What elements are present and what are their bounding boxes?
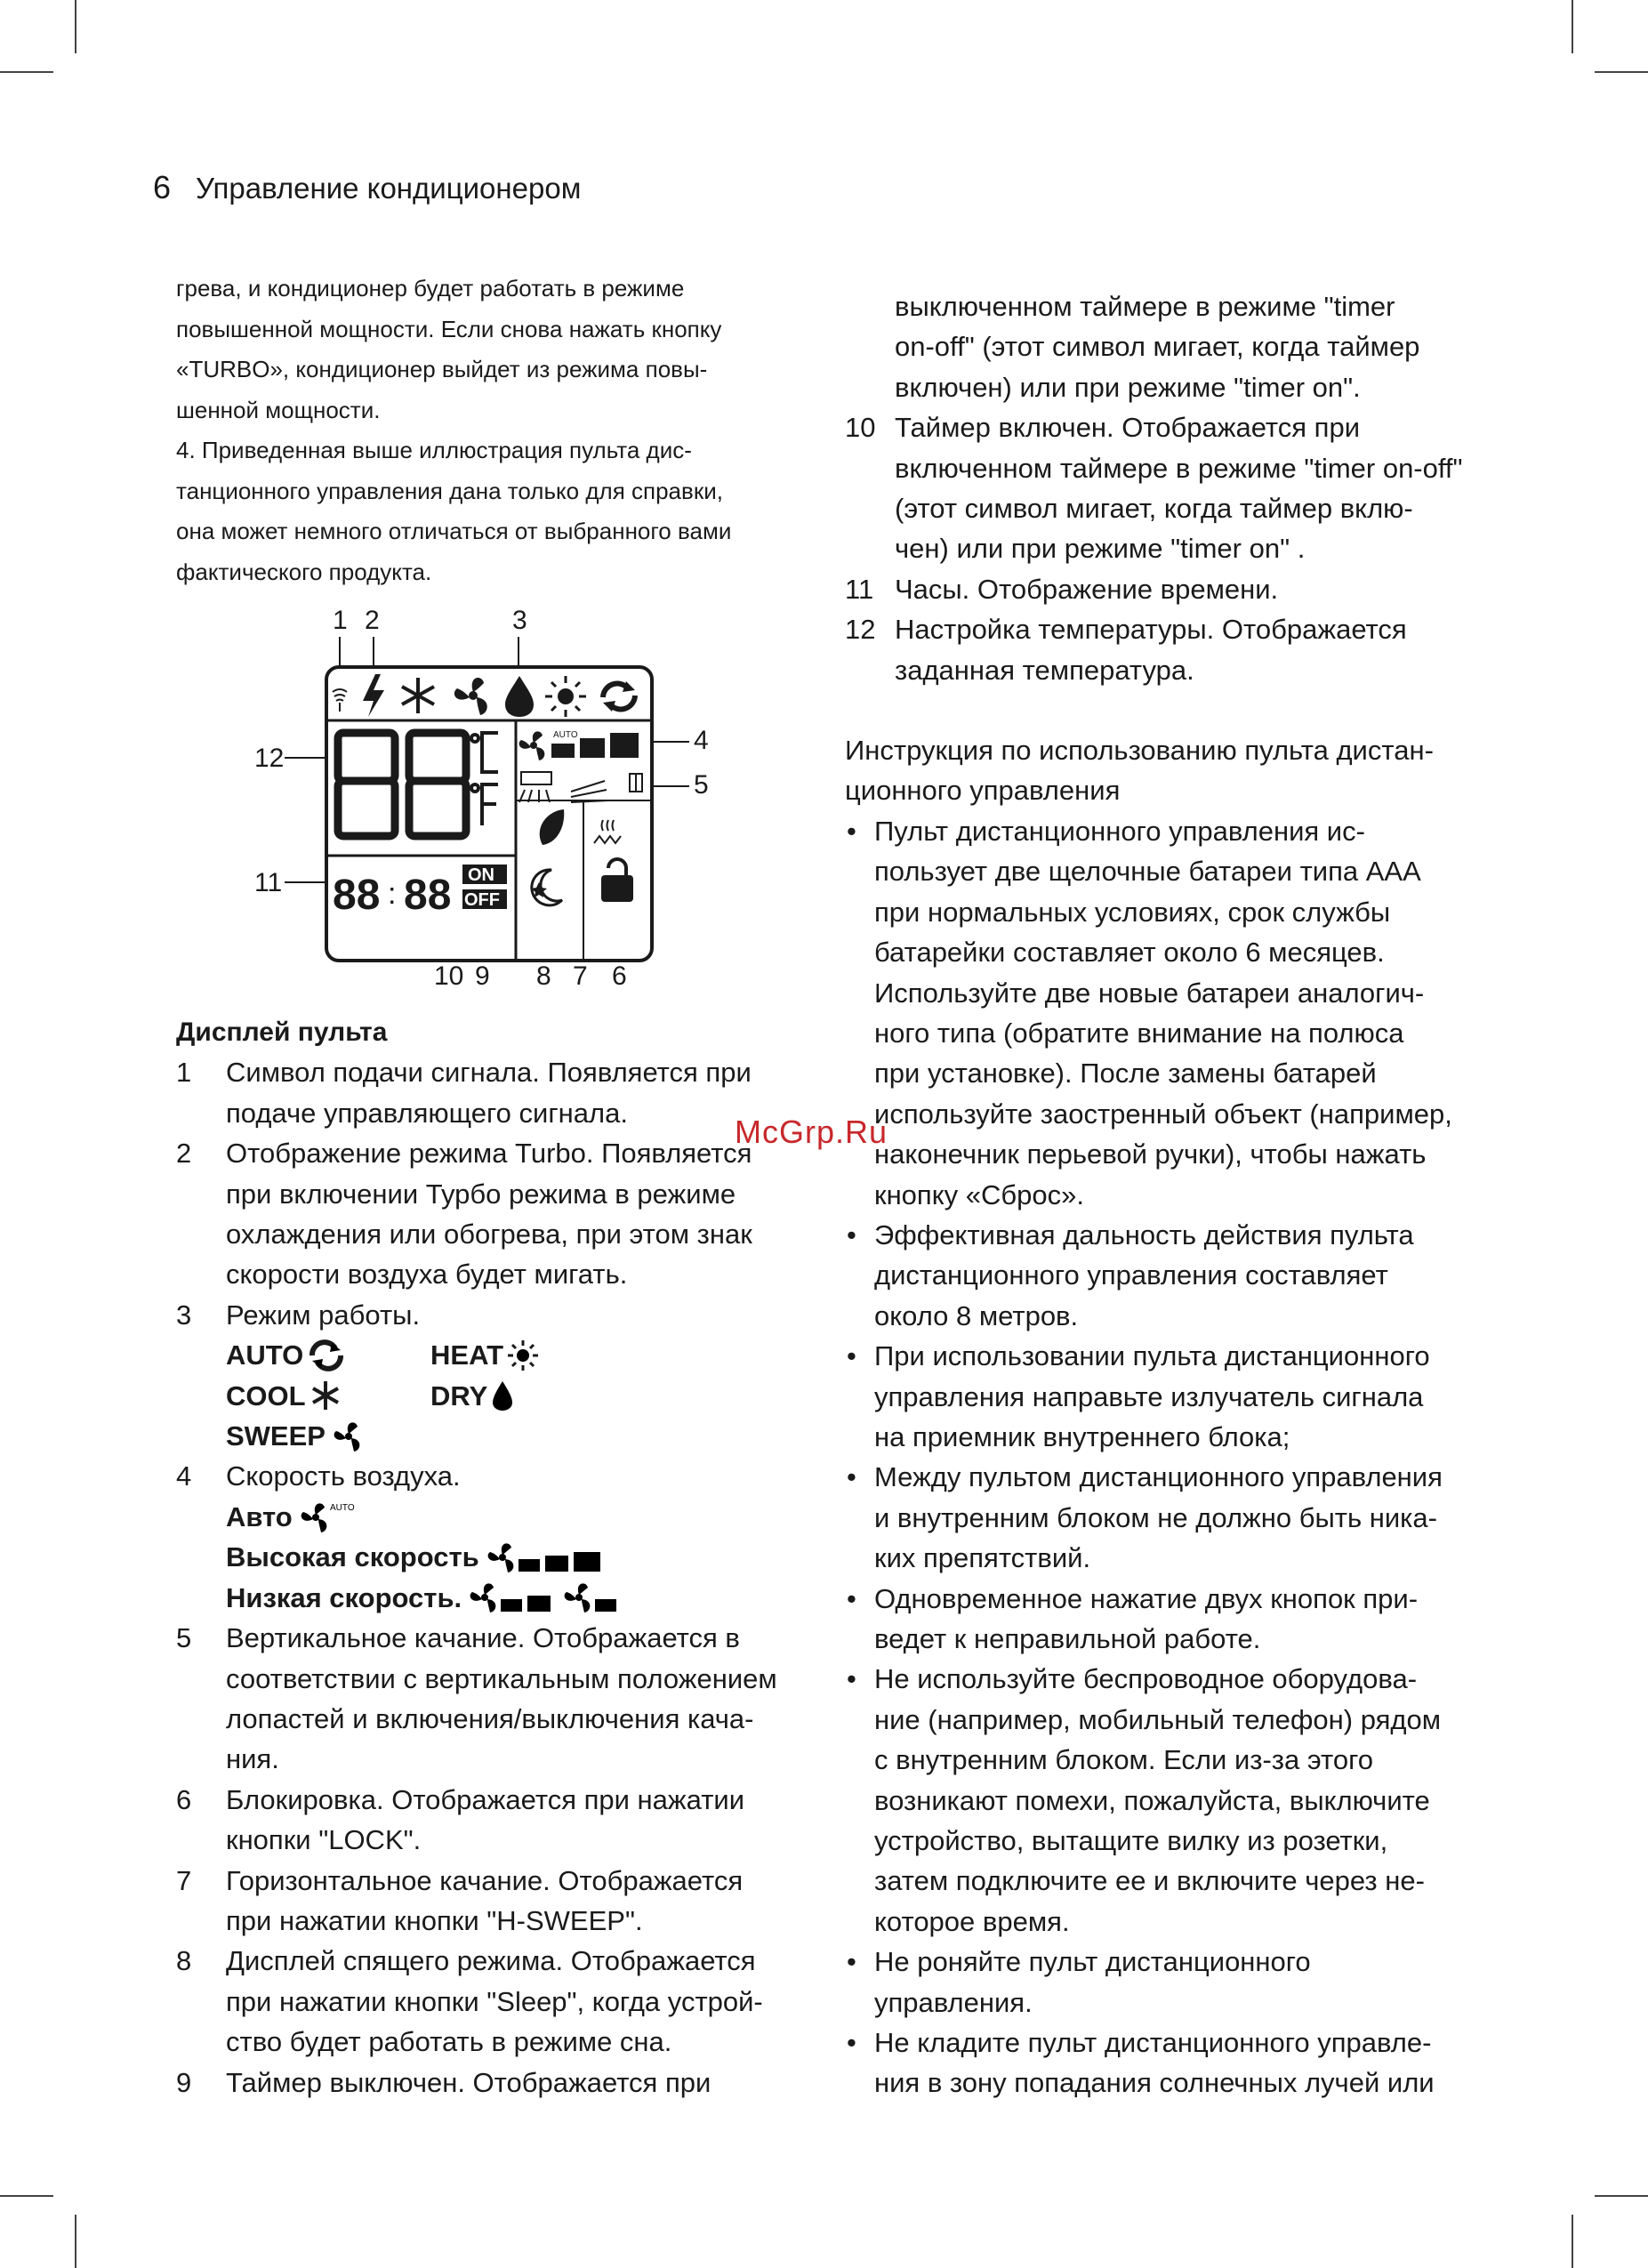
bullet-item: • Не используйте беспроводное оборудова- ние (например, мобильный телефон) рядом с внутренним блоком. Если из-за этого возникают помехи, пожалуйста, выключите устройство, вытащите вилку из розетки, затем подключите ее и включите через не- которое время.: [847, 1663, 1442, 1937]
page-header: [153, 169, 581, 206]
list-item: выключенном таймере в режиме "timer on-off" (этот символ мигает, когда таймер включен) или при режиме "timer on".: [895, 291, 1420, 403]
crop-mark: [0, 2195, 53, 2197]
list-item: 8 Дисплей спящего режима. Отображается при нажатии кнопки "Sleep", когда устрой- ство будет работать в режиме сна.: [176, 1945, 763, 2058]
callout-10: 10: [434, 961, 464, 991]
speed-auto: Авто AUTO: [226, 1497, 799, 1537]
fan-high-icon: [483, 1540, 607, 1575]
text-line: 4. Приведенная выше иллюстрация пульта дис-: [176, 437, 692, 463]
fan-auto-icon: [296, 1500, 367, 1535]
mode-auto: AUTO: [226, 1335, 430, 1375]
list-item: 1 Символ подачи сигнала. Появляется при подаче управляющего сигнала.: [176, 1057, 752, 1129]
crop-mark: [1595, 71, 1648, 73]
bullet-item: • Пульт дистанционного управления ис- пользует две щелочные батареи типа AAA при нормальных условиях, срок службы батарейки составляет около 6 месяцев. Используйте две новые батареи аналогич- ного типа (обратите внимание на полюса при установке). После замены батарей используйте заостренный объект (например, наконечник перьевой ручки), чтобы нажать кнопку «Сброс».: [847, 815, 1452, 1210]
list-item: 10 Таймер включен. Отображается при включенном таймере в режиме "timer on-off" (этот символ мигает, когда таймер вклю- чен) или при режиме "timer on" .: [845, 412, 1463, 565]
callout-8: 8: [536, 961, 551, 991]
bullet-item: • При использовании пульта дистанционного управления направьте излучатель сигнала на приемник внутреннего блока;: [847, 1340, 1430, 1452]
page-title: Управление кондиционером: [196, 172, 582, 205]
callout-4: 4: [694, 726, 709, 755]
crop-mark: [75, 0, 76, 53]
text-line: танционного управления дана только для справки,: [176, 477, 723, 504]
list-item: 11 Часы. Отображение времени.: [845, 573, 1279, 605]
lcd-auto-tag: AUTO: [553, 730, 578, 740]
lcd-clock-left: 88: [333, 872, 381, 919]
callout-3: 3: [512, 606, 527, 635]
speed-list: [176, 1497, 799, 1618]
mode-list: [176, 1335, 799, 1456]
list-item: 12 Настройка температуры. Отображается заданная температура.: [845, 614, 1407, 686]
crop-mark: [75, 2215, 76, 2268]
text-line: шенной мощности.: [176, 396, 381, 423]
svg-text::: :: [388, 877, 397, 911]
text-line: она может немного отличаться от выбранного вами: [176, 518, 732, 544]
speed-high: Высокая скорость: [226, 1537, 799, 1577]
watermark: McGrp.Ru: [735, 1114, 888, 1150]
list-item: 7 Горизонтальное качание. Отображается при нажатии кнопки "H-SWEEP".: [176, 1864, 744, 1936]
right-column: [845, 286, 1485, 2103]
mode-cool: COOL: [226, 1376, 430, 1416]
text-line: «TURBO», кондиционер выйдет из режима повы-: [176, 356, 708, 382]
list-item: 3 Режим работы.: [176, 1299, 421, 1331]
crop-mark: [1572, 0, 1573, 53]
crop-mark: [1595, 2195, 1648, 2197]
page-number: 6: [153, 169, 172, 205]
text-line: фактического продукта.: [176, 558, 432, 585]
section-heading: Дисплей пульта: [176, 1017, 388, 1047]
callout-7: 7: [573, 961, 588, 991]
fan-low-icon: [465, 1580, 625, 1615]
lcd-off: OFF: [464, 890, 500, 910]
text-line: повышенной мощности. Если снова нажать кнопку: [176, 315, 722, 342]
speed-low: Низкая скорость.: [226, 1578, 799, 1618]
callout-6: 6: [612, 961, 627, 991]
bullet-item: • Эффективная дальность действия пульта дистанционного управления составляет около 8 метров.: [847, 1218, 1414, 1331]
instructions-heading: Инструкция по использованию пульта дистан- ционного управления: [845, 735, 1434, 807]
callout-12: 12: [254, 744, 285, 773]
crop-mark: [1572, 2215, 1573, 2268]
remote-display-diagram: [240, 598, 738, 996]
callout-5: 5: [694, 770, 709, 800]
callout-9: 9: [475, 961, 490, 991]
list-item: 9 Таймер выключен. Отображается при: [176, 2066, 711, 2098]
bullet-item: • Не кладите пульт дистанционного управле- ния в зону попадания солнечных лучей или: [847, 2027, 1435, 2099]
mode-heat: HEAT: [430, 1335, 608, 1375]
list-item: 5 Вертикальное качание. Отображается в соответствии с вертикальным положением лопастей и включения/выключения кача- ния.: [176, 1622, 777, 1775]
list-item: 4 Скорость воздуха.: [176, 1460, 461, 1492]
bullet-item: • Одновременное нажатие двух кнопок при- ведет к неправильной работе.: [847, 1582, 1419, 1654]
lcd-on: ON: [468, 865, 494, 885]
lcd-clock-right: 88: [404, 872, 452, 919]
text-line: грева, и кондиционер будет работать в режиме: [176, 275, 685, 302]
fan-icon: [329, 1419, 368, 1454]
crop-mark: [0, 71, 53, 73]
svg-text:AUTO: AUTO: [329, 1502, 355, 1513]
bullet-item: • Не роняйте пульт дистанционного управления.: [847, 1946, 1311, 2018]
callout-2: 2: [365, 606, 380, 635]
intro-text: [176, 269, 799, 592]
list-item: 2 Отображение режима Turbo. Появляется при включении Турбо режима в режиме охлаждения или обогрева, при этом знак скорости воздуха будет мигать.: [176, 1138, 752, 1291]
callout-1: 1: [333, 606, 348, 635]
sun-icon: [507, 1339, 539, 1371]
drop-icon: [491, 1379, 514, 1411]
mode-dry: DRY: [430, 1376, 608, 1416]
callout-11: 11: [254, 868, 283, 897]
snowflake-icon: [310, 1379, 342, 1411]
mode-sweep: SWEEP: [226, 1416, 430, 1456]
cycle-icon: [307, 1339, 346, 1371]
bullet-item: • Между пультом дистанционного управления и внутренним блоком не должно быть ника- ких препятствий.: [847, 1461, 1443, 1574]
display-legend: [176, 1012, 799, 2103]
list-item: 6 Блокировка. Отображается при нажатии кнопки "LOCK".: [176, 1783, 745, 1856]
